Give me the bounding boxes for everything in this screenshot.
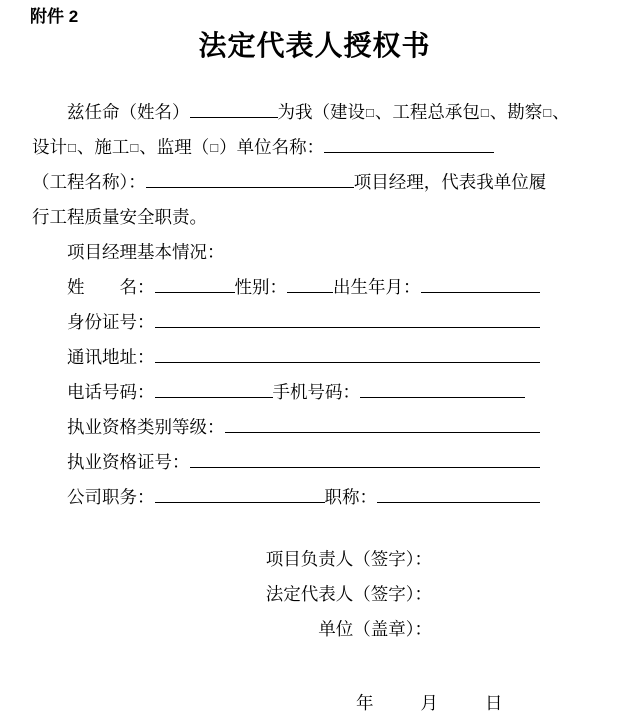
unit-type-text: 、勘察 [489, 102, 543, 122]
checkbox-construction-unit[interactable]: □ [366, 105, 374, 120]
address-line [32, 340, 597, 375]
position-title-line [32, 480, 597, 515]
professional-title-label: 职称： [324, 487, 377, 507]
phone-mobile-line [32, 375, 597, 410]
qualification-level-label: 执业资格类别等级： [67, 417, 225, 437]
legal-representative-signature-line: 法定代表人（签字）： [265, 584, 432, 604]
appointment-text: 兹任命（姓名） [67, 102, 190, 122]
company-position-blank-field[interactable] [155, 502, 325, 503]
phone-label: 电话号码： [67, 382, 155, 402]
punctuation-text: 、 [552, 102, 570, 122]
info-heading-line [32, 235, 597, 270]
unit-name-label: ）单位名称： [219, 137, 325, 157]
name-label: 姓 名： [67, 277, 155, 297]
project-name-label: （工程名称）： [32, 172, 146, 192]
signature-block [32, 542, 432, 647]
paragraph-line-2 [32, 130, 597, 165]
checkbox-epc-unit[interactable]: □ [480, 105, 489, 120]
document-title: 法定代表人授权书 [198, 30, 431, 61]
birth-date-blank-field[interactable] [421, 292, 541, 293]
address-label: 通讯地址： [67, 347, 155, 367]
id-number-line [32, 305, 597, 340]
info-heading: 项目经理基本情况： [67, 242, 225, 262]
qualification-number-blank-field[interactable] [190, 467, 541, 468]
unit-seal-line: 单位（盖章）： [318, 619, 432, 639]
duty-text: 行工程质量安全职责。 [32, 207, 207, 227]
manager-name-blank-field[interactable] [155, 292, 235, 293]
gender-blank-field[interactable] [287, 292, 333, 293]
date-line [0, 688, 629, 718]
professional-title-blank-field[interactable] [377, 502, 540, 503]
unit-type-text: 、工程总承包 [374, 102, 480, 122]
year-label: 年 [356, 693, 374, 713]
qualification-number-line [32, 445, 597, 480]
unit-type-text: 设计 [32, 137, 67, 157]
address-blank-field[interactable] [155, 362, 541, 363]
appointee-name-blank-field[interactable] [190, 117, 278, 118]
gender-label: 性别： [234, 277, 287, 297]
mobile-number-blank-field[interactable] [360, 397, 525, 398]
checkbox-design-unit[interactable]: □ [68, 140, 76, 155]
checkbox-survey-unit[interactable]: □ [543, 105, 552, 120]
project-manager-signature-line: 项目负责人（签字）： [265, 549, 432, 569]
unit-type-text: 为我（建设 [277, 102, 365, 122]
qualification-level-blank-field[interactable] [225, 432, 541, 433]
day-label: 日 [485, 693, 503, 713]
project-manager-text: 项目经理，代表我单位履 [353, 172, 547, 192]
phone-number-blank-field[interactable] [155, 397, 273, 398]
company-position-label: 公司职务： [67, 487, 155, 507]
paragraph-line-3 [32, 165, 597, 200]
id-number-blank-field[interactable] [155, 327, 541, 328]
birth-label: 出生年月： [333, 277, 421, 297]
project-name-blank-field[interactable] [146, 187, 354, 188]
unit-name-blank-field[interactable] [324, 152, 494, 153]
mobile-label: 手机号码： [272, 382, 360, 402]
month-label: 月 [420, 693, 438, 713]
checkbox-contractor-unit[interactable]: □ [130, 140, 139, 155]
unit-type-text: 、监理（ [139, 137, 210, 157]
document-body [32, 95, 597, 515]
attachment-label: 附件 2 [30, 7, 79, 26]
unit-type-text: 、施工 [76, 137, 130, 157]
id-number-label: 身份证号： [67, 312, 155, 332]
name-gender-birth-line [32, 270, 597, 305]
checkbox-supervision-unit[interactable]: □ [210, 140, 219, 155]
qualification-number-label: 执业资格证号： [67, 452, 190, 472]
paragraph-line-1 [32, 95, 597, 130]
qualification-level-line [32, 410, 597, 445]
paragraph-line-4 [32, 200, 597, 235]
